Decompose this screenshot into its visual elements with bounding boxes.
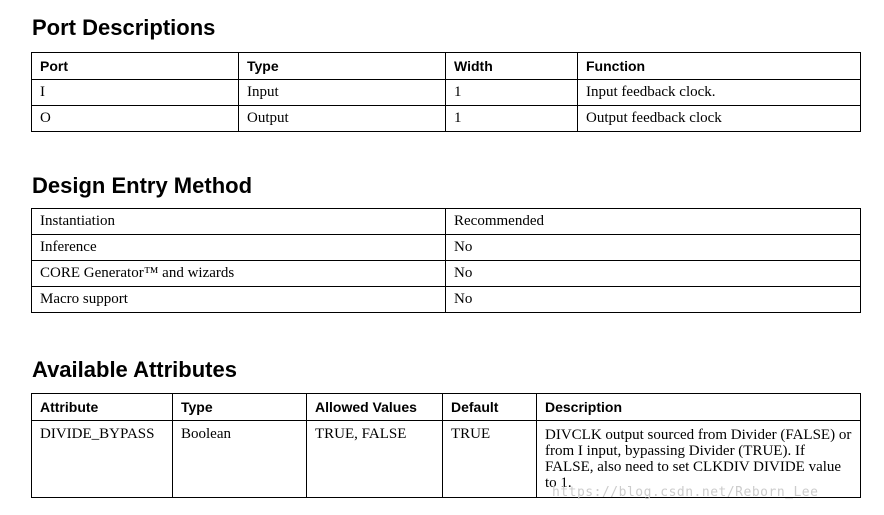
table-cell: I [32,80,239,106]
column-header: Port [32,53,239,80]
table-row [32,235,861,261]
table-row [32,261,861,287]
design-entry-table [31,208,861,313]
column-header: Type [239,53,446,80]
port-descriptions-heading: Port Descriptions [32,15,216,40]
column-header: Description [537,394,861,421]
table-cell: CORE Generator™ and wizards [32,261,446,287]
table-cell: Output feedback clock [578,106,861,132]
table-header-row [32,53,861,80]
watermark: https://blog.csdn.net/Reborn_Lee [552,485,819,500]
table-row [32,106,861,132]
available-attributes-table [31,393,861,498]
table-cell: Boolean [173,421,307,498]
table-cell: No [446,287,861,313]
column-header: Allowed Values [307,394,443,421]
table-cell: Input feedback clock. [578,80,861,106]
table-row [32,209,861,235]
table-row [32,80,861,106]
table-cell: No [446,235,861,261]
port-descriptions-table [31,52,861,132]
column-header: Type [173,394,307,421]
table-cell: Macro support [32,287,446,313]
table-row [32,287,861,313]
column-header: Default [443,394,537,421]
table-cell: 1 [446,106,578,132]
table-cell: Instantiation [32,209,446,235]
column-header: Function [578,53,861,80]
table-cell: DIVIDE_BYPASS [32,421,173,498]
table-cell: Input [239,80,446,106]
table-cell: 1 [446,80,578,106]
table-cell: TRUE, FALSE [307,421,443,498]
table-cell: O [32,106,239,132]
table-header-row [32,394,861,421]
column-header: Width [446,53,578,80]
description-cell: DIVCLK output sourced from Divider (FALSE) or from I input, bypassing Divider (TRUE). If FALSE, also need to set CLKDIV DIVIDE value to 1. [537,421,861,498]
available-attributes-heading: Available Attributes [32,357,237,382]
design-entry-heading: Design Entry Method [32,173,253,198]
column-header: Attribute [32,394,173,421]
table-cell: No [446,261,861,287]
table-cell: Inference [32,235,446,261]
table-cell: TRUE [443,421,537,498]
table-cell: Recommended [446,209,861,235]
table-cell: Output [239,106,446,132]
